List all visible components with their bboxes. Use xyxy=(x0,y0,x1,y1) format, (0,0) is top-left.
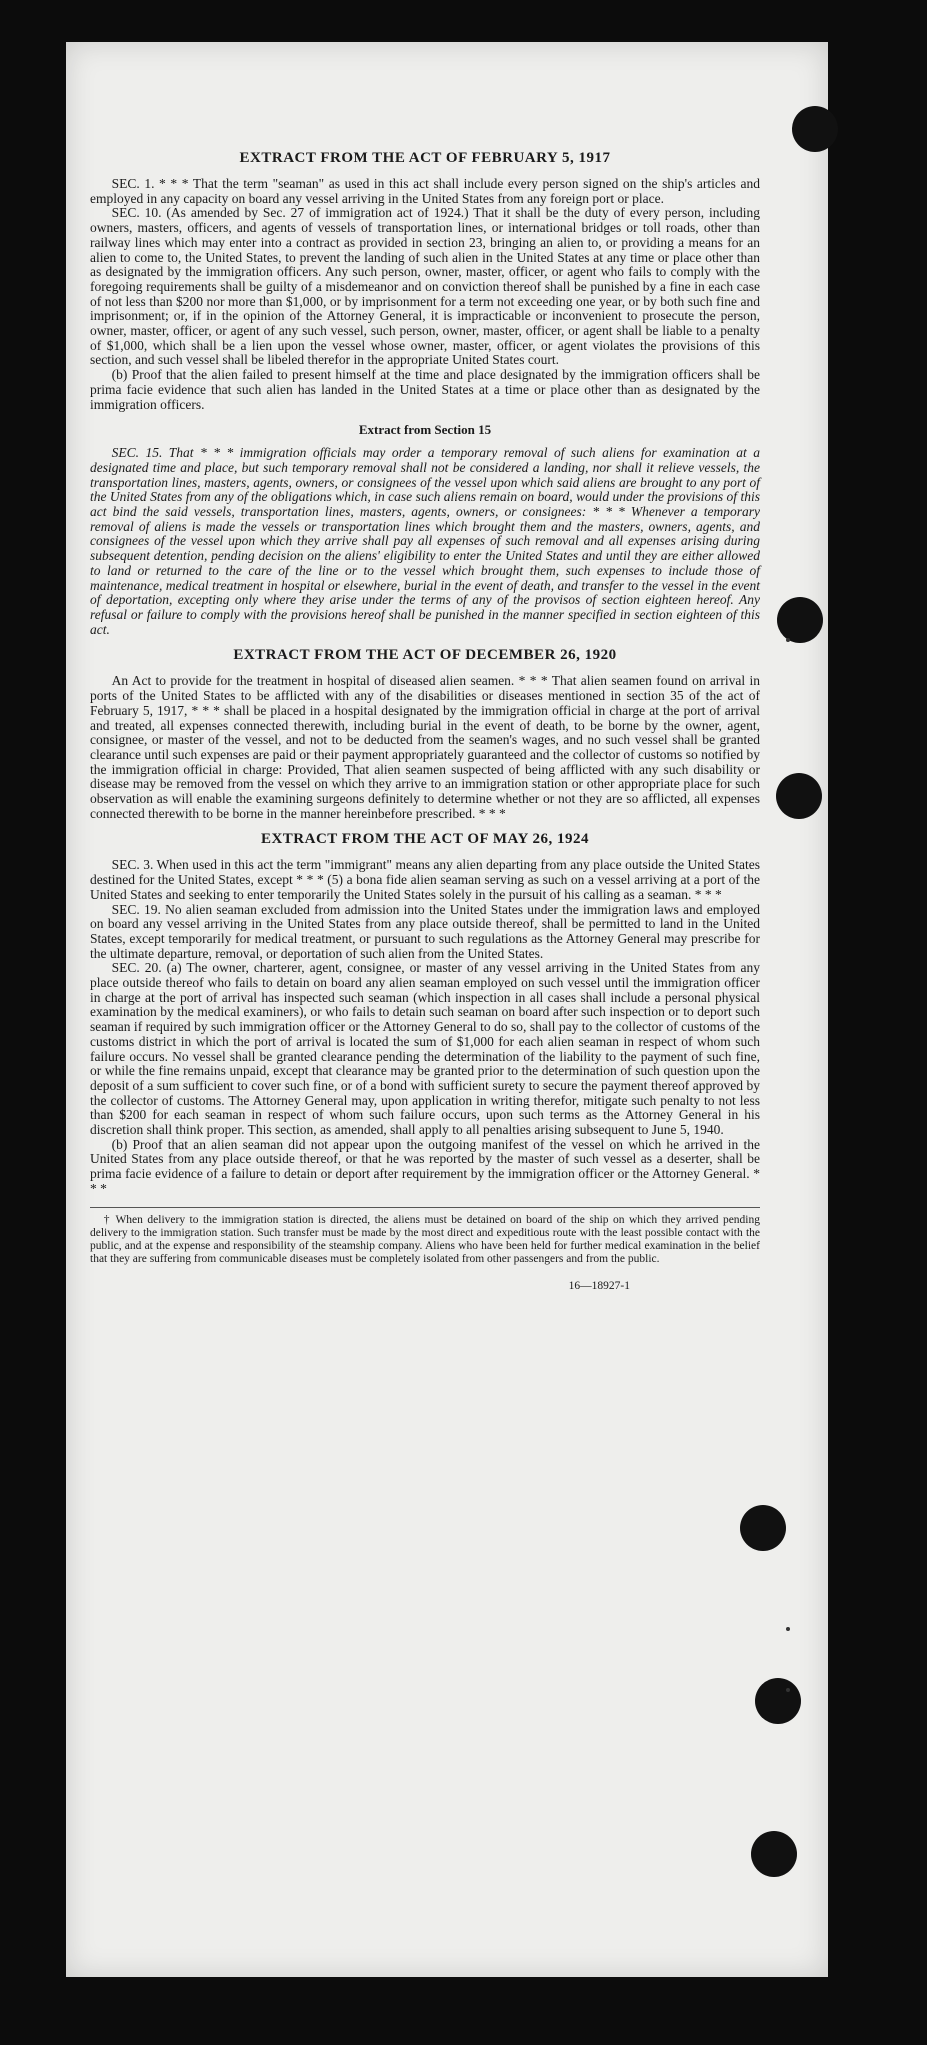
speck xyxy=(786,1688,790,1692)
section-heading-1917: EXTRACT FROM THE ACT OF FEBRUARY 5, 1917 xyxy=(239,150,611,166)
punch-hole xyxy=(777,597,823,643)
punch-hole xyxy=(776,773,822,819)
paragraph-1924-sec19: SEC. 19. No alien seaman excluded from admission into the United States under the immigration laws and employed on board any vessel arriving in the United States from any place outside thereof, shall be permitted to land in the United States, except temporarily for medical treatment, or pursuant to such regulations as the Attorney General may prescribe for the ultimate departure, removal, or deportation of such alien from the United States. xyxy=(90,901,760,961)
paragraph-1917-sec10b: (b) Proof that the alien failed to present himself at the time and place designated by the immigration officers shall be prima facie evidence that such alien has landed in the United States at a time or place other than as designated by the immigration officers. xyxy=(90,367,760,412)
punch-hole xyxy=(740,1505,786,1551)
footnote: † When delivery to the immigration station is directed, the aliens must be detained on board of the ship on which they arrived pending delivery to the immigration station. Such transfer must be made by the most direct and expeditious route with the least possible contact with the public, and at the expense and responsibility of the steamship company. Aliens who have been held for further medical examination in the belief that they are suffering from communicable diseases must be completely isolated from other passengers and from the public. xyxy=(90,1207,760,1266)
speck xyxy=(786,638,790,642)
section-heading-1924: EXTRACT FROM THE ACT OF MAY 26, 1924 xyxy=(260,831,590,848)
paragraph-1917-sec1: SEC. 1. * * * That the term "seaman" as used in this act shall include every person signed on the ship's articles and employed in any capacity on board any vessel arriving in the United States from any foreign port or place. xyxy=(90,176,760,206)
paragraph-sec15: SEC. 15. That * * * immigration officials may order a temporary removal of such aliens for examination at a designated time and place, but such temporary removal shall not be considered a landing, nor shall it relieve vessels, the transportation lines, masters, agents, owners, or consignees of the vessel upon which said aliens are brought to any port of the United States from any of the obligations which, in case such aliens remain on board, would under the provisions of this act bind the said vessels, transportation lines, masters, agents, owners, or consignees: * * * Whenever a temporary removal of aliens is made the vessels or transportation lines which brought them and the masters, owners, agents, and consignees of the vessel upon which they arrive shall pay all expenses of such removal and all expenses arising during subsequent detention, pending decision on the aliens' eligibility to enter the United States and until they are either allowed to land or returned to the care of the line or to the vessel which brought them, such expenses to include those of maintenance, medical treatment in hospital or elsewhere, burial in the event of death, and transfer to the vessel in the event of deportation, excepting only where they arise under the terms of any of the provisos of section eighteen hereof. Any refusal or failure to comply with the provisions hereof shall be punished in the manner specified in section eighteen of this act. xyxy=(90,445,760,637)
punch-hole xyxy=(755,1678,801,1724)
speck xyxy=(786,1627,790,1631)
paragraph-1924-sec20: SEC. 20. (a) The owner, charterer, agent, consignee, or master of any vessel arriving in the United States from any place outside thereof who fails to detain on board any alien seaman employed on such vessel until the immigration officer in charge at the port of arrival has inspected such seaman (which inspection in all cases shall include a personal physical examination by the medical examiners), or who fails to detain such seaman on board after such inspection or to deport such seaman if required by such immigration officer or the Attorney General to do so, shall pay to the collector of customs of the customs district in which the port of arrival is located the sum of $1,000 for each alien seaman in respect of whom such failure occurs. No vessel shall be granted clearance pending the determination of the liability to the payment of such fine, or while the fine remains unpaid, except that clearance may be granted prior to the determination of such question upon the deposit of a sum sufficient to cover such fine, or of a bond with sufficient surety to secure the payment thereof approved by the collector of customs. The Attorney General may, upon application in writing therefor, mitigate such penalty to not less than $200 for each seaman in respect of whom such failure occurs, upon such terms as the Attorney General in his discretion shall think proper. This section, as amended, shall apply to all penalties arising subsequent to June 5, 1940. xyxy=(90,960,760,1138)
paragraph-1917-sec10: SEC. 10. (As amended by Sec. 27 of immigration act of 1924.) That it shall be the duty of every person, including owners, masters, officers, and agents of vessels of transportation lines, or international bridges or toll roads, other than railway lines which may enter into a contract as provided in section 23, bringing an alien to, or providing a means for an alien to come to, the United States, to prevent the landing of such alien in the United States at any time or place other than as designated by the immigration officers. Any such person, owner, master, officer, or agent who fails to comply with the foregoing requirements shall be guilty of a misdemeanor and on conviction thereof shall be punished by a fine in each case of not less than $200 nor more than $1,000, or by imprisonment for a term not exceeding one year, or by both such fine and imprisonment; or, if in the opinion of the Attorney General, it is impracticable or inconvenient to prosecute the person, owner, master, officer, or agent of any such vessel, such person, owner, master, officer, or agent shall be liable to a penalty of $1,000, which shall be a lien upon the vessel whose owner, master, officer, or agent violates the provisions of this section, and such vessel shall be libeled therefor in the appropriate United States court. xyxy=(90,205,760,368)
section-heading-1920: EXTRACT FROM THE ACT OF DECEMBER 26, 1920 xyxy=(233,647,617,664)
document-body xyxy=(90,150,760,1292)
punch-hole xyxy=(751,1831,797,1877)
paragraph-1924-sec20b: (b) Proof that an alien seaman did not appear upon the outgoing manifest of the vessel on which he arrived in the United States from any place outside thereof, or that he was reported by the master of such vessel as a deserter, shall be prima facie evidence of a failure to detain or deport after requirement by the immigration officer or the Attorney General. * * * xyxy=(90,1136,760,1196)
subheading-section-15: Extract from Section 15 xyxy=(358,422,492,438)
form-reference: 16—18927-1 xyxy=(568,1279,630,1292)
paragraph-1924-sec3: SEC. 3. When used in this act the term "immigrant" means any alien departing from any place outside the United States destined for the United States, except * * * (5) a bona fide alien seaman serving as such on a vessel arriving at a port of the United States and seeking to enter temporarily the United States solely in the pursuit of his calling as a seaman. * * * xyxy=(90,857,760,902)
paragraph-1920: An Act to provide for the treatment in hospital of diseased alien seamen. * * * That alien seamen found on arrival in ports of the United States to be afflicted with any of the disabilities or diseases mentioned in section 35 of the act of February 5, 1917, * * * shall be placed in a hospital designated by the immigration official in charge at the port of arrival and treated, all expenses connected therewith, including burial in the event of death, to be borne by the owner, agent, consignee, or master of the vessel, and not to be deducted from the seamen's wages, and no such vessel shall be granted clearance until such expenses are paid or their payment appropriately guaranteed and the collector of customs so notified by the immigration official in charge: Provided, That alien seamen suspected of being afflicted with any such disability or disease may be removed from the vessel on which they arrive to an immigration station or other appropriate place for such observation as will enable the examining surgeons definitely to determine whether or not they are so afflicted, all expenses connected therewith to be borne in the manner hereinbefore prescribed. * * * xyxy=(90,673,760,821)
punch-hole xyxy=(792,106,838,152)
